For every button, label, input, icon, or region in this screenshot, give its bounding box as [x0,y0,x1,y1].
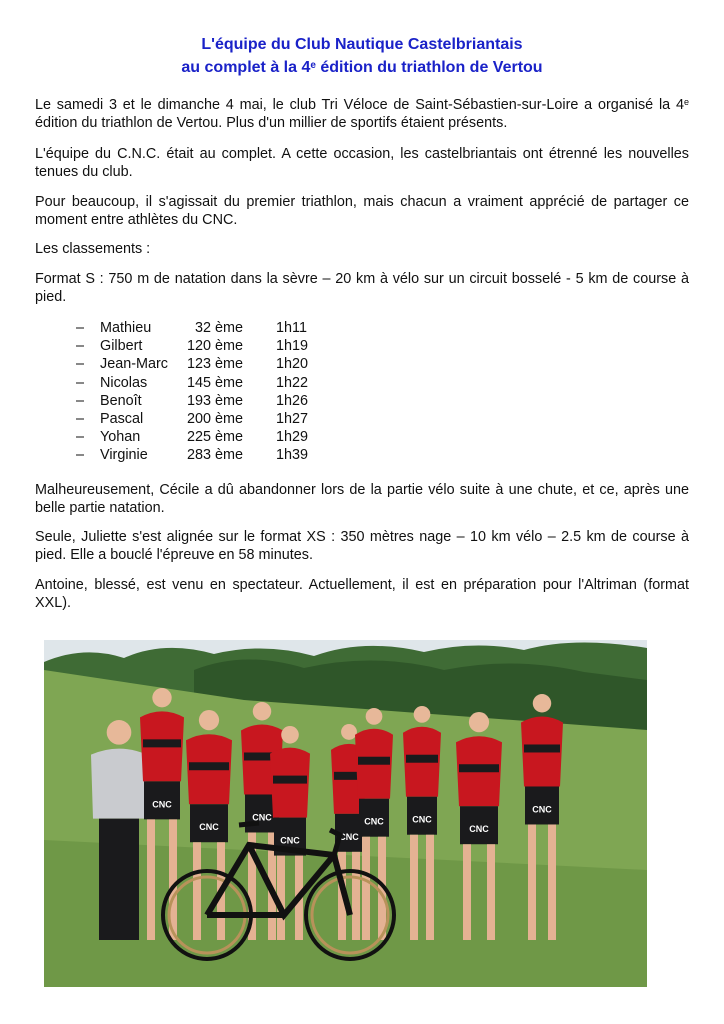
jersey-label: CNC [412,814,432,825]
paragraph-antoine: Antoine, blessé, est venu en spectateur. Actuellement, il est en préparation pour l'Altriman (format XXL). [35,577,689,611]
title-superscript: e [310,60,316,71]
jersey-label: CNC [364,816,384,827]
paragraph-intro [35,96,689,132]
result-name: Yohan [100,429,141,446]
title-line-1: L'équipe du Club Nautique Castelbriantais [201,36,523,53]
result-name: Gilbert [100,338,143,355]
result-row [76,319,376,337]
result-row [76,392,376,410]
result-dash: – [76,410,85,427]
title-line-2 [0,57,724,79]
jersey-label: CNC [339,831,359,842]
result-time: 1h29 [276,429,309,446]
result-time: 1h26 [276,392,309,409]
result-rank: 193 ème [186,392,243,409]
title-line-2-end: édition du triathlon de Vertou [315,59,543,76]
result-time: 1h19 [276,338,309,355]
result-row [76,337,376,355]
result-rank: 225 ème [186,429,243,446]
result-row [76,428,376,446]
result-time: 1h20 [276,356,309,373]
result-dash: – [76,392,85,409]
result-name: Pascal [100,410,144,427]
jersey-label: CNC [469,824,489,835]
results-list [76,319,376,465]
result-time: 1h27 [276,410,309,427]
paragraph-team: L'équipe du C.N.C. était au complet. A cette occasion, les castelbriantais ont étrenné les nouvelles tenues du club. [35,146,689,180]
result-name: Mathieu [100,320,152,336]
paragraph-format-s: Format S : 750 m de natation dans la sèvre – 20 km à vélo sur un circuit bosselé - 5 km de course à pied. [35,271,689,305]
team-photo-illustration [44,640,647,987]
team-member [91,720,147,940]
team-photo [44,640,647,987]
result-rank: 283 ème [186,447,243,464]
result-row [76,410,376,428]
paragraph-cecile: Malheureusement, Cécile a dû abandonner lors de la partie vélo suite à une chute, et ce, après une belle partie natation. [35,482,689,516]
result-dash: – [76,447,85,464]
result-row [76,374,376,392]
result-name: Benoît [100,392,142,409]
paragraph-juliette: Seule, Juliette s'est alignée sur le format XS : 350 mètres nage – 10 km vélo – 2.5 km de course à pied. Elle a bouclé l'épreuve en 58 minutes. [35,529,689,563]
result-name: Jean-Marc [100,356,168,373]
jersey-label: CNC [532,804,552,815]
result-dash: – [76,374,85,391]
intro-text-a: Le samedi 3 et le dimanche 4 mai, le club Tri Véloce de Saint-Sébastien-sur-Loire a organisé la 4 [35,97,684,113]
result-rank: 120 ème [186,338,243,355]
jersey-label: CNC [252,812,272,823]
result-row [76,446,376,464]
result-time: 1h39 [276,447,309,464]
result-name: Nicolas [100,374,148,391]
result-name: Virginie [100,447,148,464]
result-time: 1h22 [276,374,309,391]
result-rank: 145 ème [186,374,243,391]
result-row [76,355,376,373]
result-dash: – [76,320,85,336]
jersey-label: CNC [152,799,172,810]
jersey-label: CNC [199,822,219,833]
paragraph-first-triathlon: Pour beaucoup, il s'agissait du premier triathlon, mais chacun a vraiment apprécié de partager ce moment entre athlètes du CNC. [35,194,689,228]
intro-text-b: édition du triathlon de Vertou. Plus d'un millier de sportifs étaient présents. [35,115,508,131]
result-rank: 123 ème [186,356,243,373]
paragraph-rankings-heading: Les classements : [35,241,151,257]
result-dash: – [76,338,85,355]
result-dash: – [76,429,85,446]
result-time: 1h11 [276,320,307,336]
result-rank: 200 ème [186,410,243,427]
intro-superscript: e [683,97,689,107]
jersey-label: CNC [280,835,300,846]
title-line-2-start: au complet à la 4 [181,59,311,76]
result-rank: 32 ème [195,320,243,336]
result-dash: – [76,356,85,373]
